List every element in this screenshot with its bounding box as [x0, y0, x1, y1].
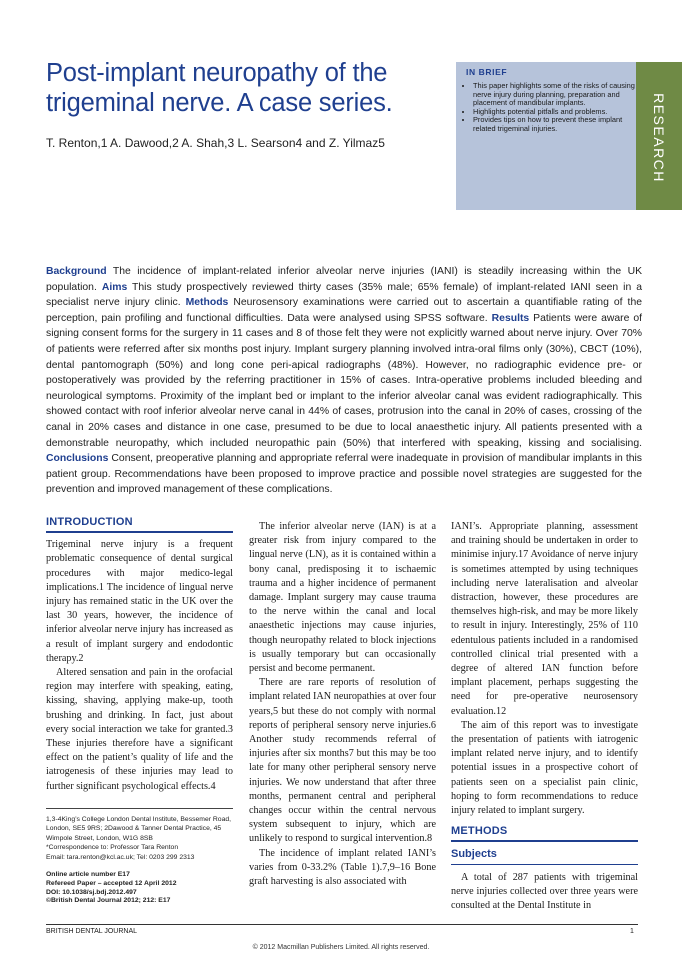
- doi: DOI: 10.1038/sj.bdj.2012.497: [46, 888, 137, 896]
- in-brief-heading: IN BRIEF: [466, 67, 508, 77]
- body-paragraph: Altered sensation and pain in the orofacial region may interfere with speaking, eating, kissing, shaving, applying make-up, tooth brushing and drinking. In fact, just about every social interaction we take for granted.3 These injuries therefore have a significant effect on the patient’s quality of life and the iatrogenesis of these injuries may lead to further significant psychological effects.4: [46, 667, 233, 792]
- body-column-3: [451, 520, 638, 913]
- body-paragraph: There are rare reports of resolution of implant related IAN neuropathies at over four years,5 but these do not comply with normal reports of peripheral sensory nerve injuries.6 Another study recommends referral of injuries after six months7 but this may be too late for many other peripheral sensory nerve injuries. We now understand that after three months, permanent central and peripheral changes occur within the central nervous system subsequent to injury, which are unlikely to respond to surgical intervention.8: [249, 677, 436, 845]
- abstract-background-label: Background: [46, 266, 107, 277]
- introduction-heading: INTRODUCTION: [46, 515, 233, 533]
- article-title: Post-implant neuropathy of the trigeminal nerve. A case series.: [46, 59, 393, 117]
- article-number: Online article number E17: [46, 871, 130, 878]
- body-paragraph: The inferior alveolar nerve (IAN) is at a greater risk from injury compared to the lingual nerve (LN), as it is contained within a bony canal, predisposing it to ischaemic trauma and a higher incidence of permanent damage. Implant surgery may cause trauma to the nerve within the canal and local anaesthetic injections may cause injuries, though neuropathy related to block injections is usually temporary but can occasionally persist and become permanent.: [249, 521, 436, 675]
- body-column-1: [46, 515, 233, 794]
- in-brief-item: • Provides tips on how to prevent these implant related trigeminal injuries.: [473, 116, 641, 133]
- abstract-conclusions-label: Conclusions: [46, 453, 109, 465]
- abstract-methods-label: Methods: [185, 297, 229, 309]
- page-number: 1: [630, 928, 634, 935]
- section-tab-label: RESEARCH: [651, 93, 667, 183]
- body-paragraph: A total of 287 patients with trigeminal nerve injuries collected over three years were consulted at the Dental Institute in: [451, 871, 638, 912]
- footer-journal-name: BRITISH DENTAL JOURNAL: [46, 928, 138, 935]
- author-affiliations: [46, 808, 233, 862]
- refereed-status: Refereed Paper – accepted 12 April 2012: [46, 879, 177, 887]
- footer-divider: [46, 924, 638, 925]
- subjects-subheading: Subjects: [451, 847, 638, 864]
- abstract-methods: Neurosensory examinations were carried out to ascertain a quantifiable rating of the perception, pain profiling and functional difficulties. Data were analysed using SPSS software.: [46, 297, 642, 324]
- in-brief-item: • This paper highlights some of the risks of causing nerve injury during planning, preparation and placement of mandibular implants.: [473, 82, 641, 108]
- abstract-conclusions: Consent, preoperative planning and appropriate referral were inadequate in provision of mandibular implants in this patient group. Recommendations have been proposed to improve practice and possible novel strategies are suggested for the prevention and improved management of these complications.: [46, 453, 642, 496]
- body-paragraph: The aim of this report was to investigate the presentation of patients with iatrogenic implant related nerve injury, and to identify potential issues in a prospective cohort of patients seen on a specialist pain clinic, hoping to form recommendations to reduce injury related to implant surgery.: [451, 719, 638, 817]
- author-list: T. Renton,1 A. Dawood,2 A. Shah,3 L. Searson4 and Z. Yilmaz5: [46, 136, 385, 150]
- body-column-2: [249, 520, 436, 889]
- abstract-aims-label: Aims: [101, 281, 128, 293]
- copyright-notice: © 2012 Macmillan Publishers Limited. All rights reserved.: [252, 944, 430, 951]
- correspondence: *Correspondence to: Professor Tara Renton: [46, 844, 179, 852]
- in-brief-box: [456, 62, 636, 210]
- affiliation-addresses: 1,3-4King’s College London Dental Institute, Bessemer Road, London, SE5 9RS; 2Dawood & Tanner Dental Practice, 45 Wimpole Street, London, W1G 8SB: [46, 816, 232, 842]
- abstract-results: Patients were aware of signing consent forms for the surgery in 11 cases and 8 of those felt they were not explicitly warned about nerve injury. Over 70% of patients were referred after six months post injury. Implant surgery planning involved intra-oral films only (30%), CBCT (10%), dental pantomograph (50%) and long cone peri-apical radiographs (48%). However, no radiographic evidence pre- or postoperatively was provided by the referring practitioner in 15% of cases. Intra-operative problems included bleeding and neurological symptoms. Proximity of the implant bed or implant to the inferior alveolar canal was evident radiographically. This showed contact with roof inferior alveolar nerve canal in 44% of cases, protrusion into the canal in 20% of cases, crossing of the canal in 20% cases and distance in one case, presumed to be due to local anaesthetic injury. All patients presented with a demonstrable neuropathy, which included neuropathic pain (50%) that interfered with speaking, kissing and socialising.: [46, 312, 643, 449]
- in-brief-item: • Highlights potential pitfalls and problems.: [473, 108, 641, 117]
- body-paragraph: IANI’s. Appropriate planning, assessment and training should be undertaken in order to minimise injury.17 Avoidance of nerve injury is sometimes attempted by using techniques including nerve lateralisation and alveolar distraction, however, these procedures are themselves high-risk, and may be more likely to result in injury. Interestingly, 25% of 110 edentulous patients included in a randomised controlled clinical trial presented with a degree of altered IAN function before implant placement, perhaps suggesting the need for pre-operative neurosensory evaluation.12: [451, 521, 638, 717]
- body-paragraph: Trigeminal nerve injury is a frequent problematic consequence of dental surgical procedures with major medico-legal implications.1 The incidence of lingual nerve injury has remained static in the UK over the last 30 years, however, the incidence of inferior alveolar nerve injury has increased as a result of implant surgery and endodontic therapy.2: [46, 539, 233, 664]
- contact-details: Email: tara.renton@kcl.ac.uk; Tel: 0203 299 2313: [46, 853, 195, 861]
- abstract-background: The incidence of implant-related inferior alveolar nerve injuries (IANI) is steadily increasing within the UK population.: [46, 266, 643, 293]
- abstract-aims: This study prospectively reviewed thirty cases (35% male; 65% female) of implant-related IANI seen in a specialist nerve injury clinic.: [46, 281, 642, 309]
- journal-citation: ©British Dental Journal 2012; 212: E17: [46, 897, 171, 905]
- methods-heading: METHODS: [451, 824, 638, 842]
- section-tab: [636, 62, 682, 210]
- body-paragraph: The incidence of implant related IANI’s varies from 0-33.2% (Table 1).7,9–16 Bone graft harvesting is also associated with: [249, 847, 436, 888]
- abstract-results-label: Results: [491, 312, 530, 324]
- in-brief-list: [462, 82, 641, 134]
- abstract: [46, 264, 642, 498]
- publication-info: [46, 871, 233, 906]
